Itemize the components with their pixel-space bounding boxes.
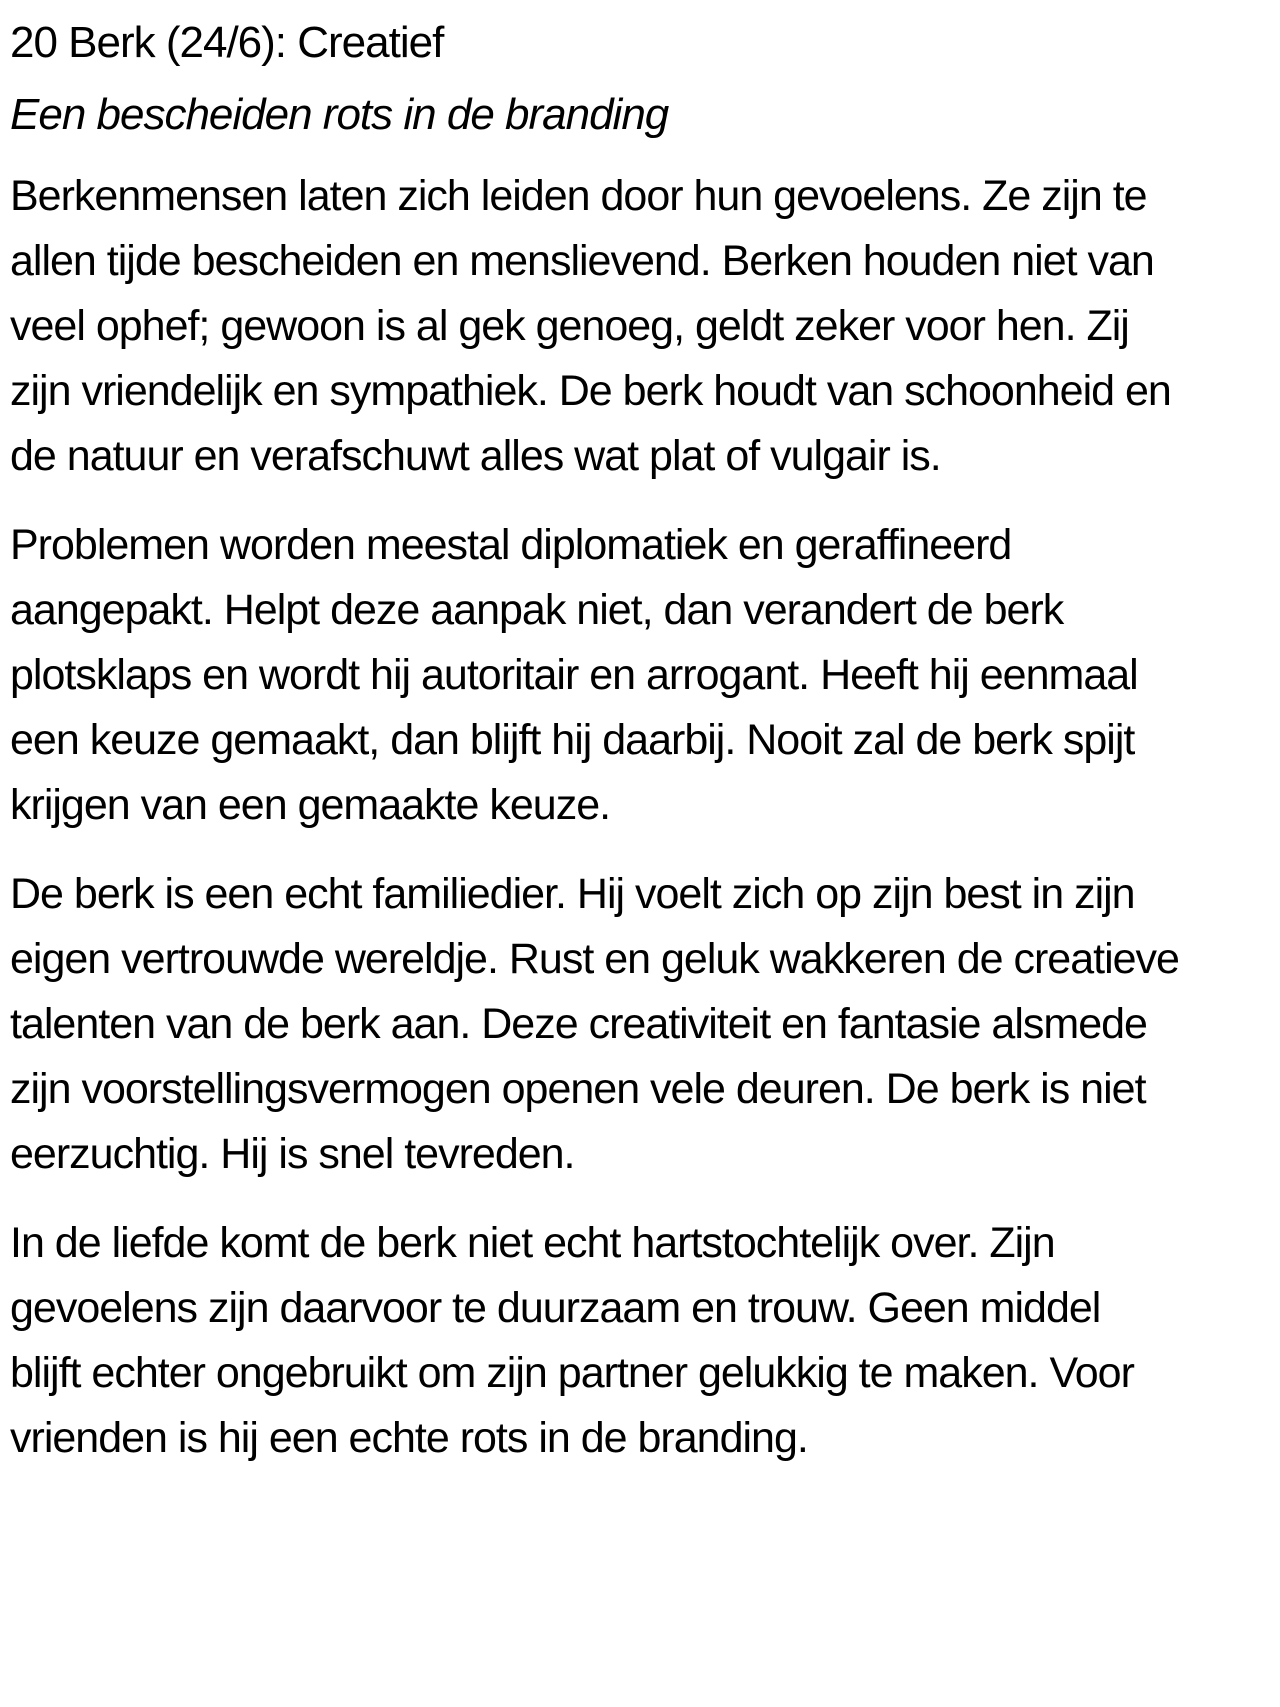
text-line: allen tijde bescheiden en menslievend. Berken houden niet van xyxy=(10,237,1154,285)
paragraph-3 xyxy=(10,862,1270,1187)
text-line: krijgen van een gemaakte keuze. xyxy=(10,781,611,829)
text-line: de natuur en verafschuwt alles wat plat of vulgair is. xyxy=(10,432,941,480)
paragraph-2 xyxy=(10,513,1270,838)
text-line: eerzuchtig. Hij is snel tevreden. xyxy=(10,1130,575,1178)
text-line: aangepakt. Helpt deze aanpak niet, dan verandert de berk xyxy=(10,586,1064,634)
text-line: Problemen worden meestal diplomatiek en geraffineerd xyxy=(10,521,1012,569)
text-line: zijn voorstellingsvermogen openen vele deuren. De berk is niet xyxy=(10,1065,1146,1113)
text-line: veel ophef; gewoon is al gek genoeg, geldt zeker voor hen. Zij xyxy=(10,302,1129,350)
text-line: In de liefde komt de berk niet echt hartstochtelijk over. Zijn xyxy=(10,1219,1055,1267)
paragraph-1 xyxy=(10,164,1270,489)
text-line: blijft echter ongebruikt om zijn partner gelukkig te maken. Voor xyxy=(10,1349,1134,1397)
text-line: gevoelens zijn daarvoor te duurzaam en trouw. Geen middel xyxy=(10,1284,1101,1332)
text-line: een keuze gemaakt, dan blijft hij daarbij. Nooit zal de berk spijt xyxy=(10,716,1135,764)
page-title: 20 Berk (24/6): Creatief xyxy=(10,18,444,67)
text-line: eigen vertrouwde wereldje. Rust en geluk wakkeren de creatieve xyxy=(10,935,1179,983)
text-line: talenten van de berk aan. Deze creativiteit en fantasie alsmede xyxy=(10,1000,1147,1048)
text-line: vrienden is hij een echte rots in de branding. xyxy=(10,1414,808,1462)
text-line: De berk is een echt familiedier. Hij voelt zich op zijn best in zijn xyxy=(10,870,1135,918)
page-subtitle: Een bescheiden rots in de branding xyxy=(10,90,669,139)
text-line: zijn vriendelijk en sympathiek. De berk houdt van schoonheid en xyxy=(10,367,1171,415)
text-line: plotsklaps en wordt hij autoritair en arrogant. Heeft hij eenmaal xyxy=(10,651,1138,699)
paragraph-4 xyxy=(10,1211,1270,1471)
text-line: Berkenmensen laten zich leiden door hun gevoelens. Ze zijn te xyxy=(10,172,1147,220)
